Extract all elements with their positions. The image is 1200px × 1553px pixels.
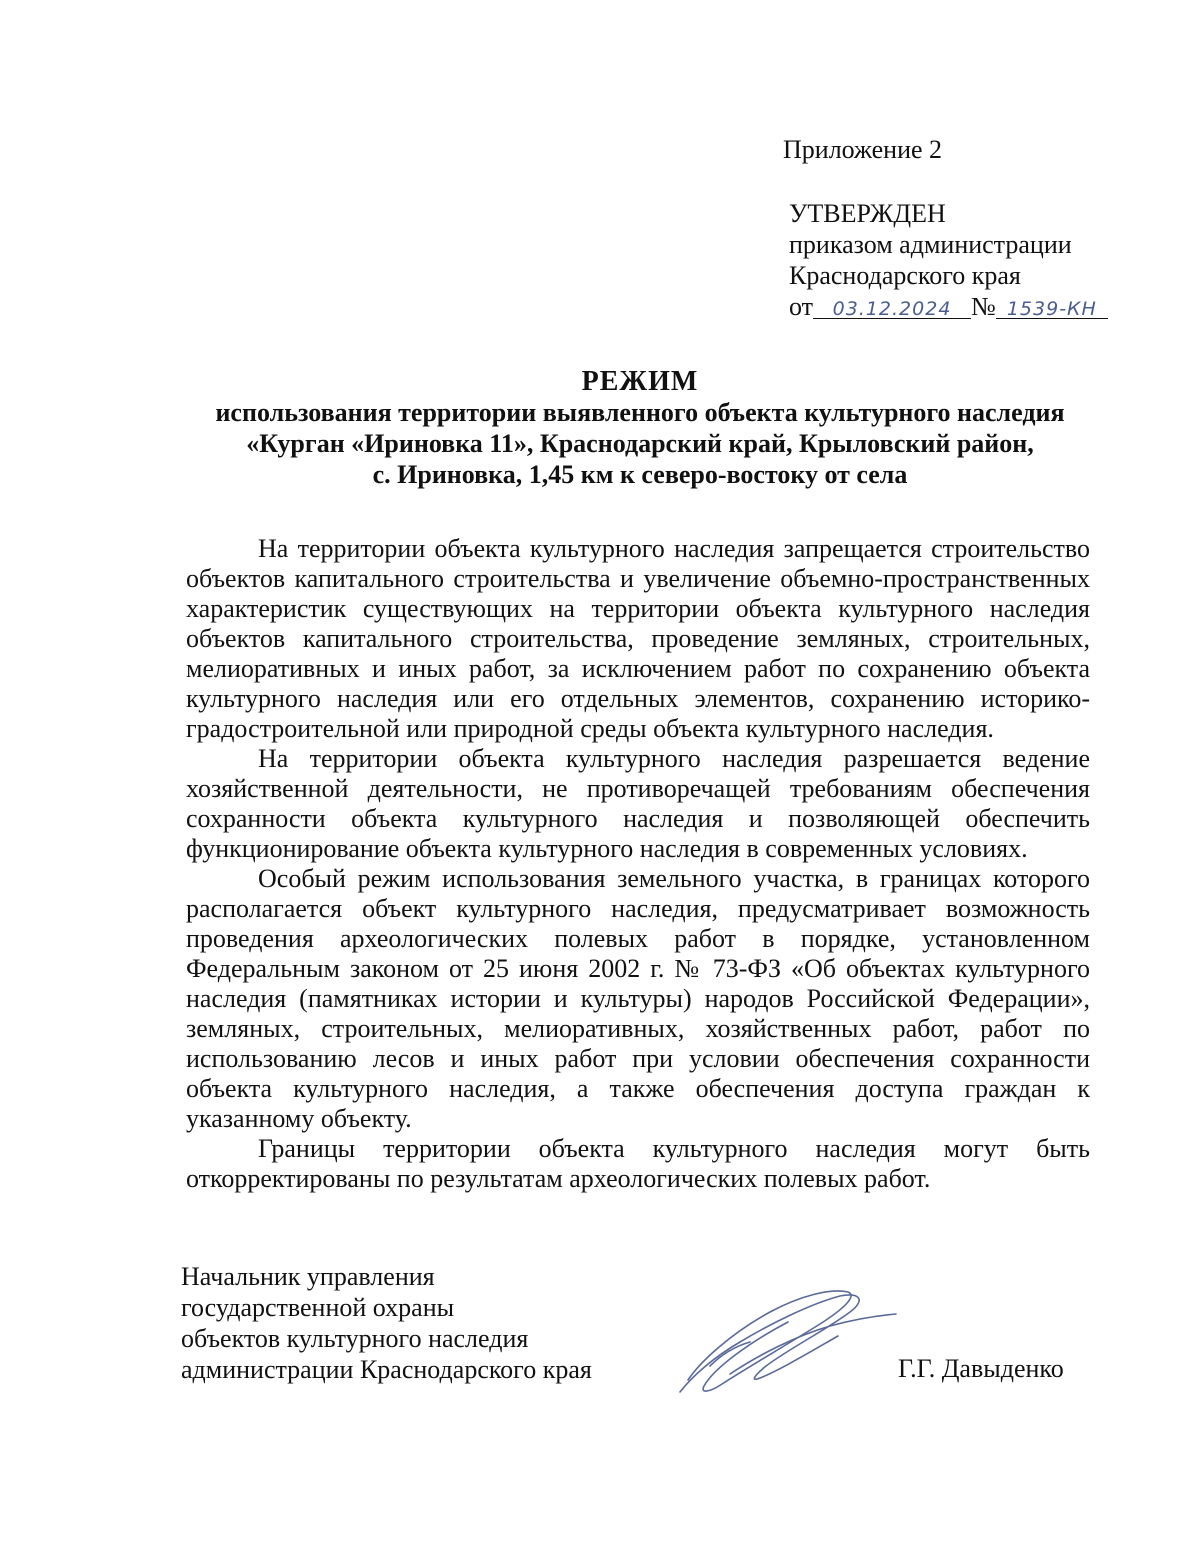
title-heading: РЕЖИМ (581, 366, 699, 397)
number-field (996, 296, 1108, 319)
position-line-4: администрации Краснодарского края (181, 1355, 592, 1384)
position-line-3: объектов культурного наследия (181, 1324, 529, 1353)
date-handwritten: 03.12.2024 (832, 298, 952, 320)
title-line-3: с. Ириновка, 1,45 км к северо-востоку от села (372, 460, 908, 489)
number-label: № (971, 292, 996, 321)
approved-by-line1: приказом администрации (789, 230, 1072, 259)
body-paragraph: Границы территории объекта культурного наследия могут быть откорректированы по результатам археологических полевых работ. (186, 1134, 1090, 1193)
signatory-name: Г.Г. Давыденко (898, 1354, 1064, 1383)
signatory-position (181, 1261, 592, 1385)
approved-by-line2: Краснодарского края (789, 261, 1021, 290)
approved-label: УТВЕРЖДЕН (789, 199, 946, 228)
date-field (813, 296, 971, 319)
document-body (186, 534, 1090, 1194)
order-date-number-line (789, 291, 1108, 322)
approval-block (789, 198, 1108, 322)
body-paragraph: Особый режим использования земельного участка, в границах которого располагается объект культурного наследия, предусматривает возможность проведения археологических полевых работ в порядке, установленном Федеральным законом от 25 июня 2002 г. № 73-ФЗ «Об объектах культурного наследия (памятниках истории и культуры) народов Российской Федерации», земляных, строительных, мелиоративных, хозяйственных работ, работ по использованию лесов и иных работ при условии обеспечения сохранности объекта культурного наследия, а также обеспечения доступа граждан к указанному объекту. (186, 864, 1090, 1133)
appendix-label: Приложение 2 (783, 135, 943, 164)
document-title (160, 366, 1120, 490)
position-line-1: Начальник управления (181, 1262, 435, 1291)
position-line-2: государственной охраны (181, 1293, 455, 1322)
body-paragraph: На территории объекта культурного наследия запрещается строительство объектов капитального строительства и увеличение объемно-пространственных характеристик существующих на территории объекта культурного наследия объектов капитального строительства, проведение земляных, строительных, мелиоративных и иных работ, за исключением работ по сохранению объекта культурного наследия или его отдельных элементов, сохранению историко-градостроительной или природной среды объекта культурного наследия. (186, 534, 1090, 743)
body-paragraph: На территории объекта культурного наследия разрешается ведение хозяйственной деятельности, не противоречащей требованиям обеспечения сохранности объекта культурного наследия и позволяющей обеспечить функционирование объекта культурного наследия в современных условиях. (186, 744, 1090, 863)
handwritten-signature (670, 1282, 900, 1402)
title-line-2: «Курган «Ириновка 11», Краснодарский край, Крыловский район, (246, 429, 1034, 458)
title-line-1: использования территории выявленного объекта культурного наследия (215, 398, 1065, 427)
number-handwritten: 1539-КН (1006, 298, 1097, 320)
from-label: от (789, 292, 814, 321)
